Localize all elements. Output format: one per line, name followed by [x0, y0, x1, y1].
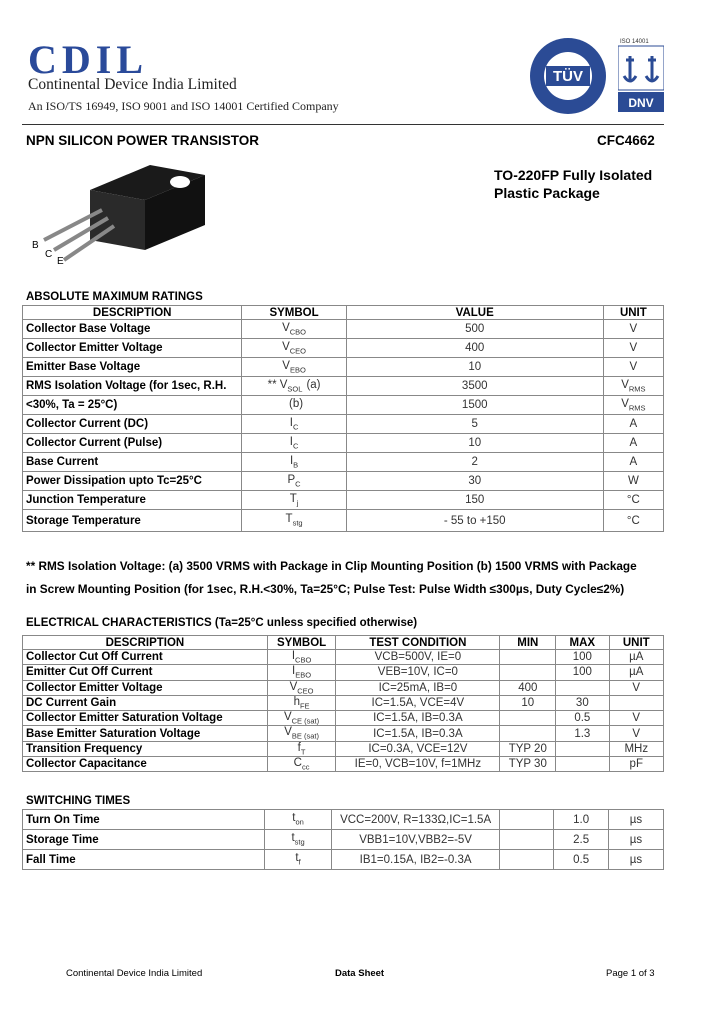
symbol-main: P [287, 473, 296, 486]
symbol-cell [242, 434, 346, 453]
table-row [23, 358, 664, 377]
symbol-main: T [289, 492, 297, 505]
row-min [499, 830, 554, 850]
row-unit [603, 434, 663, 453]
row-min [500, 650, 556, 665]
table-row [23, 453, 664, 472]
symbol-main: t [292, 812, 296, 825]
row-value: 500 [346, 320, 603, 339]
symbol-subscript: CBO [295, 655, 312, 665]
package-line1: TO-220FP Fully Isolated [494, 167, 653, 183]
col-symbol: SYMBOL [267, 636, 335, 650]
unit-main: V [621, 397, 629, 410]
unit-main: V [629, 361, 638, 373]
row-value: - 55 to +150 [346, 510, 603, 532]
row-unit [603, 491, 663, 510]
row-condition: VEB=10V, IC=0 [336, 665, 500, 680]
package-line2: Plastic Package [494, 185, 600, 201]
row-condition: VCC=200V, R=133Ω,IC=1.5A [332, 810, 500, 830]
symbol-subscript: BE (sat) [291, 731, 319, 741]
row-unit: pF [609, 757, 663, 772]
product-type: NPN SILICON POWER TRANSISTOR [26, 133, 260, 148]
table-row [23, 741, 664, 756]
row-max: 1.0 [554, 810, 608, 830]
row-unit: µs [608, 850, 663, 870]
row-description: Junction Temperature [23, 491, 242, 510]
header-rule [22, 124, 664, 125]
symbol-subscript: CEO [297, 685, 314, 695]
symbol-main: h [293, 695, 300, 708]
unit-main: A [629, 418, 638, 430]
row-condition: IE=0, VCB=10V, f=1MHz [336, 757, 500, 772]
switching-table [22, 809, 664, 870]
row-description: Collector Emitter Voltage [23, 680, 268, 695]
company-name: Continental Device India Limited [28, 76, 237, 93]
symbol-subscript: CE (sat) [291, 716, 320, 726]
symbol-subscript: C [292, 441, 299, 451]
symbol-cell [267, 665, 335, 680]
row-description: Turn On Time [23, 810, 265, 830]
symbol-subscript: CEO [289, 346, 307, 356]
row-value: 1500 [346, 396, 603, 415]
row-unit: V [609, 711, 663, 726]
symbol-subscript: EBO [295, 670, 312, 680]
unit-main: V [629, 342, 638, 354]
row-min: TYP 30 [500, 757, 556, 772]
row-min: 400 [500, 680, 556, 695]
row-unit [603, 510, 663, 532]
row-description: Collector Base Voltage [23, 320, 242, 339]
symbol-cell [242, 320, 346, 339]
row-max: 0.5 [556, 711, 609, 726]
dnv-label: DNV [628, 96, 654, 110]
symbol-cell [267, 680, 335, 695]
symbol-subscript: cc [301, 762, 310, 772]
table-row [23, 850, 664, 870]
part-number: CFC4662 [597, 133, 655, 148]
row-max [556, 757, 609, 772]
table-row [23, 726, 664, 741]
row-description: Power Dissipation upto Tc=25°C [23, 472, 242, 491]
symbol-subscript: EBO [289, 365, 306, 375]
symbol-cell [264, 810, 332, 830]
symbol-subscript: B [293, 460, 299, 470]
col-min: MIN [500, 636, 556, 650]
row-min [500, 665, 556, 680]
isolation-note-line2: in Screw Mounting Position (for 1sec, R.H.<30%, Ta=25°C; Pulse Test: Pulse Width ≤300µs, Duty Cycle≤2%) [26, 582, 625, 596]
symbol-suffix: (a) [306, 378, 321, 391]
row-condition: IC=25mA, IB=0 [336, 680, 500, 695]
symbol-subscript: C [295, 479, 301, 489]
pin-b-label: B [32, 240, 39, 251]
symbol-main: I [291, 650, 296, 662]
row-value: 5 [346, 415, 603, 434]
row-unit: µA [609, 650, 663, 665]
isolation-note-line1: ** RMS Isolation Voltage: (a) 3500 VRMS with Package in Clip Mounting Position (b) 1500 VRMS with Package [26, 559, 637, 573]
elec-table [22, 635, 664, 772]
symbol-suffix: (b) [289, 397, 304, 410]
symbol-main: I [292, 665, 296, 678]
symbol-main: t [295, 852, 299, 865]
pin-c-label: C [45, 249, 53, 260]
row-value: 2 [346, 453, 603, 472]
symbol-subscript: stg [294, 837, 305, 847]
abs-max-table [22, 305, 664, 532]
row-max: 30 [556, 695, 609, 710]
row-description: Collector Cut Off Current [23, 650, 268, 665]
row-unit [603, 396, 663, 415]
row-min [499, 850, 554, 870]
symbol-main: V [283, 711, 292, 724]
symbol-subscript: SOL [287, 384, 303, 394]
row-condition: IC=1.5A, IB=0.3A [336, 711, 500, 726]
table-row [23, 339, 664, 358]
row-description: Collector Current (Pulse) [23, 434, 242, 453]
elec-heading: ELECTRICAL CHARACTERISTICS (Ta=25°C unless specified otherwise) [26, 617, 418, 629]
row-min [500, 726, 556, 741]
row-description: Emitter Base Voltage [23, 358, 242, 377]
unit-main: °C [626, 514, 640, 527]
row-condition: IC=0.3A, VCE=12V [336, 741, 500, 756]
row-unit [603, 339, 663, 358]
table-row [23, 491, 664, 510]
symbol-subscript: C [292, 422, 299, 432]
row-unit: µs [608, 830, 663, 850]
abs-max-heading: ABSOLUTE MAXIMUM RATINGS [26, 291, 203, 303]
table-row [23, 377, 664, 396]
symbol-cell [242, 510, 346, 532]
table-row [23, 711, 664, 726]
unit-subscript: RMS [628, 403, 646, 413]
symbol-main: V [282, 359, 290, 372]
row-description: DC Current Gain [23, 695, 268, 710]
footer-company: Continental Device India Limited [66, 968, 203, 979]
row-unit: µs [608, 810, 663, 830]
row-max [556, 741, 609, 756]
table-row [23, 510, 664, 532]
symbol-main: t [291, 832, 295, 845]
unit-main: V [629, 323, 638, 335]
footer-page: Page 1 of 3 [606, 968, 655, 979]
symbol-subscript: T [300, 747, 306, 757]
symbol-subscript: stg [292, 518, 303, 528]
col-unit: UNIT [603, 306, 663, 320]
symbol-main: V [284, 726, 292, 739]
unit-main: A [629, 437, 638, 449]
row-min [500, 711, 556, 726]
col-test-condition: TEST CONDITION [336, 636, 500, 650]
row-unit [603, 320, 663, 339]
row-description: Fall Time [23, 850, 265, 870]
symbol-cell [267, 726, 335, 741]
symbol-subscript: FE [299, 701, 310, 711]
row-description: Base Current [23, 453, 242, 472]
col-symbol: SYMBOL [242, 306, 346, 320]
row-value: 400 [346, 339, 603, 358]
row-description: Collector Current (DC) [23, 415, 242, 434]
row-unit [603, 453, 663, 472]
pin-e-label: E [57, 256, 64, 267]
row-value: 150 [346, 491, 603, 510]
row-description: Storage Time [23, 830, 265, 850]
row-value: 10 [346, 358, 603, 377]
symbol-subscript: CBO [289, 327, 307, 337]
table-row [23, 415, 664, 434]
row-unit [603, 358, 663, 377]
symbol-cell [242, 453, 346, 472]
unit-main: V [621, 378, 629, 391]
unit-main: W [627, 475, 639, 487]
row-unit: µA [609, 665, 663, 680]
table-row [23, 757, 664, 772]
row-description: Collector Emitter Voltage [23, 339, 242, 358]
symbol-cell [242, 377, 346, 396]
row-condition: VBB1=10V,VBB2=-5V [332, 830, 500, 850]
row-value: 3500 [346, 377, 603, 396]
symbol-cell [242, 415, 346, 434]
certification-line: An ISO/TS 16949, ISO 9001 and ISO 14001 Certified Company [28, 99, 339, 113]
table-row [23, 695, 664, 710]
col-max: MAX [556, 636, 609, 650]
symbol-cell [267, 741, 335, 756]
table-row [23, 830, 664, 850]
col-value: VALUE [346, 306, 603, 320]
tuv-seal-icon [528, 36, 608, 116]
symbol-cell [264, 830, 332, 850]
dnv-iso-label: ISO 14001 [620, 39, 649, 45]
symbol-cell [242, 339, 346, 358]
row-description: Collector Emitter Saturation Voltage [23, 711, 268, 726]
table-row [23, 810, 664, 830]
row-description: Storage Temperature [23, 510, 242, 532]
symbol-main: I [289, 416, 293, 429]
row-max: 2.5 [554, 830, 608, 850]
symbol-main: T [285, 513, 293, 526]
symbol-main: V [282, 340, 290, 353]
unit-main: A [629, 456, 638, 468]
row-description: <30%, Ta = 25°C) [23, 396, 242, 415]
row-unit [609, 695, 663, 710]
row-condition: IC=1.5A, IB=0.3A [336, 726, 500, 741]
table-row [23, 396, 664, 415]
row-unit [603, 472, 663, 491]
symbol-main: I [289, 435, 293, 448]
row-max: 0.5 [554, 850, 608, 870]
row-max: 100 [556, 650, 609, 665]
symbol-main: C [293, 757, 302, 770]
symbol-subscript: f [298, 857, 301, 867]
row-min: 10 [500, 695, 556, 710]
symbol-main: ** V [267, 378, 288, 391]
table-row [23, 680, 664, 695]
table-row [23, 472, 664, 491]
switching-heading: SWITCHING TIMES [26, 795, 131, 807]
row-condition: IC=1.5A, VCE=4V [336, 695, 500, 710]
row-unit: V [609, 726, 663, 741]
symbol-main: V [289, 680, 298, 693]
row-unit: MHz [609, 741, 663, 756]
symbol-main: V [282, 321, 290, 334]
company-logo: CDIL [28, 37, 149, 82]
row-min [499, 810, 554, 830]
symbol-cell [242, 396, 346, 415]
table-row [23, 320, 664, 339]
symbol-cell [267, 695, 335, 710]
symbol-cell [267, 711, 335, 726]
col-description: DESCRIPTION [23, 306, 242, 320]
row-description: Base Emitter Saturation Voltage [23, 726, 268, 741]
row-unit [603, 415, 663, 434]
row-unit: V [609, 680, 663, 695]
unit-main: °C [626, 494, 640, 506]
row-description: Transition Frequency [23, 741, 268, 756]
symbol-cell [242, 491, 346, 510]
footer-doc-type: Data Sheet [335, 968, 385, 979]
symbol-cell [242, 472, 346, 491]
symbol-cell [242, 358, 346, 377]
table-row [23, 650, 664, 665]
tuv-label: TÜV [553, 68, 583, 85]
col-description: DESCRIPTION [23, 636, 268, 650]
row-condition: VCB=500V, IE=0 [336, 650, 500, 665]
table-row [23, 434, 664, 453]
symbol-main: I [289, 454, 294, 467]
table-row [23, 665, 664, 680]
row-unit [603, 377, 663, 396]
col-unit: UNIT [609, 636, 663, 650]
row-description: Collector Capacitance [23, 757, 268, 772]
symbol-cell [264, 850, 332, 870]
row-max: 1.3 [556, 726, 609, 741]
row-max [556, 680, 609, 695]
symbol-cell [267, 650, 335, 665]
row-condition: IB1=0.15A, IB2=-0.3A [332, 850, 500, 870]
row-value: 10 [346, 434, 603, 453]
dnv-badge-icon [618, 36, 664, 114]
symbol-cell [267, 757, 335, 772]
row-value: 30 [346, 472, 603, 491]
symbol-subscript: on [295, 817, 304, 827]
symbol-subscript: j [296, 498, 299, 508]
symbol-main: f [297, 741, 301, 754]
unit-subscript: RMS [628, 384, 646, 394]
row-description: Emitter Cut Off Current [23, 665, 268, 680]
row-description: RMS Isolation Voltage (for 1sec, R.H. [23, 377, 242, 396]
to220fp-package-icon [30, 160, 220, 270]
row-max: 100 [556, 665, 609, 680]
row-min: TYP 20 [500, 741, 556, 756]
